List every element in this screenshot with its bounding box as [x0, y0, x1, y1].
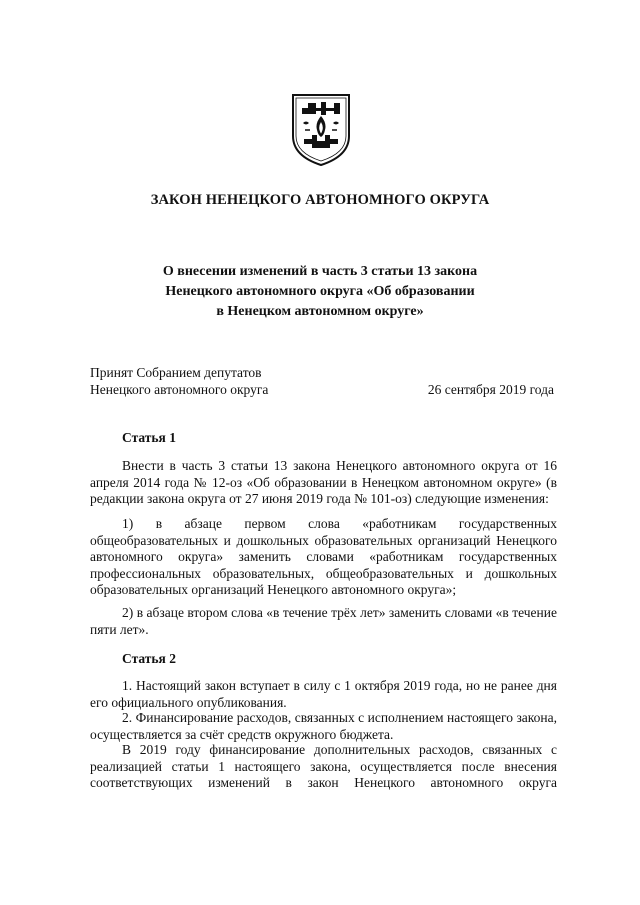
adopted-by-line-1: Принят Собранием депутатов	[90, 365, 262, 380]
adopted-by	[90, 364, 268, 398]
article-2-para-1: 1. Настоящий закон вступает в силу с 1 октября 2019 года, но не ранее дня его официального опубликования.	[90, 678, 557, 710]
subject-line-3: в Ненецком автономном округе»	[216, 304, 424, 319]
law-title: ЗАКОН НЕНЕЦКОГО АВТОНОМНОГО ОКРУГА	[150, 192, 490, 208]
adopted-by-line-2: Ненецкого автономного округа	[90, 382, 269, 397]
article-1-intro: Внести в часть 3 статьи 13 закона Ненецкого автономного округа от 16 апреля 2014 года № 12-оз «Об образовании в Ненецком автономном округе» (в редакции закона округа от 27 июня 2019 года № 101-оз) следующие изменения:	[90, 458, 557, 506]
article-2-heading: Статья 2	[122, 651, 176, 666]
article-2-para-2: 2. Финансирование расходов, связанных с исполнением настоящего закона, осуществляется за счёт средств окружного бюджета.	[90, 710, 557, 742]
article-1-heading: Статья 1	[122, 430, 176, 445]
coat-of-arms-emblem	[290, 92, 352, 168]
subject-line-2: Ненецкого автономного округа «Об образовании	[165, 284, 475, 299]
article-1-item-2: 2) в абзаце втором слова «в течение трёх лет» заменить словами «в течение пяти лет».	[90, 605, 557, 637]
article-1-item-1: 1) в абзаце первом слова «работникам государственных общеобразовательных и дошкольных образовательных организаций Ненецкого автономного округа» заменить словами «работникам государственных профессиональных образовательных, общеобразовательных и дошкольных образовательных организаций Ненецкого автономного округа»;	[90, 516, 557, 597]
coat-of-arms-icon	[290, 92, 352, 168]
adoption-date: 26 сентября 2019 года	[427, 382, 554, 397]
subject-line-1: О внесении изменений в часть 3 статьи 13 закона	[162, 264, 478, 279]
article-2-para-3: В 2019 году финансирование дополнительных расходов, связанных с реализацией статьи 1 настоящего закона, осуществляется после внесения соответствующих изменений в закон Ненецкого автономного округа	[90, 742, 557, 790]
law-subject	[60, 262, 580, 322]
